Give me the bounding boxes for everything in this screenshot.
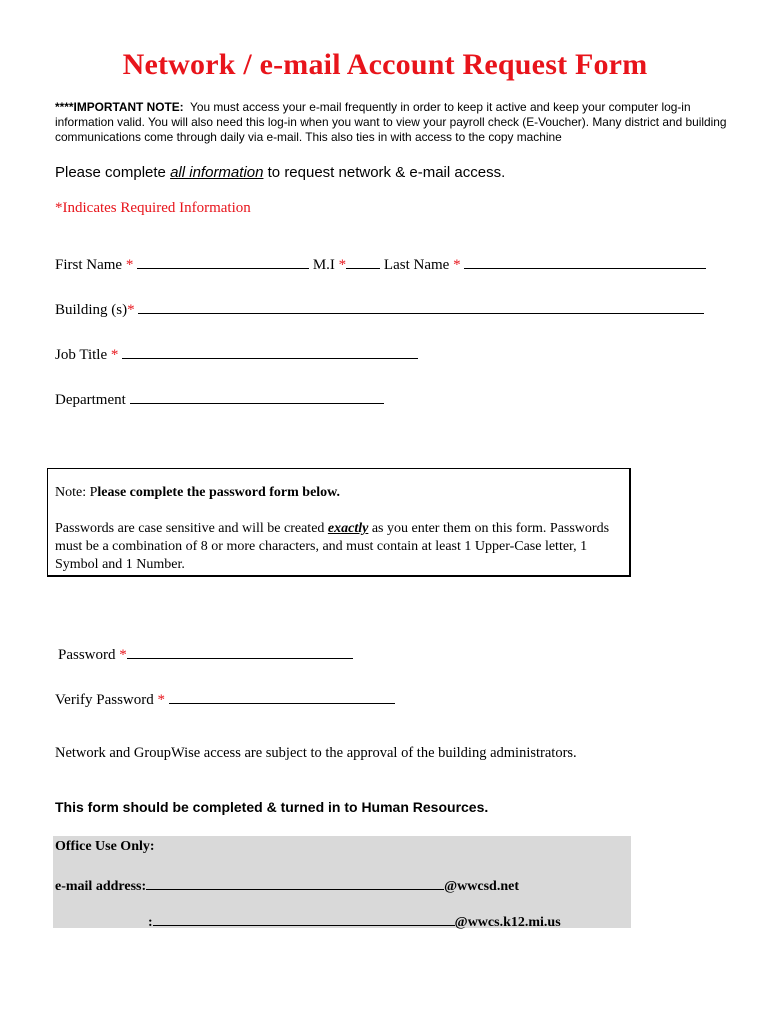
mi-field[interactable] — [346, 254, 380, 269]
department-row — [55, 389, 384, 409]
required-note: *Indicates Required Information — [55, 200, 251, 216]
instructions-emphasis: all information — [170, 164, 264, 181]
password-rules-emphasis: exactly — [327, 521, 369, 536]
job-title-label: Job Title — [55, 347, 108, 363]
office-email-row-2 — [148, 911, 561, 931]
building-field[interactable] — [138, 299, 704, 314]
last-name-field[interactable] — [464, 254, 706, 269]
office-email-row-1 — [55, 875, 519, 895]
office-use-heading: Office Use Only: — [55, 839, 155, 854]
office-email-field-2[interactable] — [153, 911, 455, 926]
first-name-required: * — [125, 257, 134, 273]
mi-label: M.I — [312, 257, 335, 273]
verify-password-label: Verify Password — [55, 692, 154, 708]
building-required: * — [127, 302, 135, 318]
office-email-field-1[interactable] — [146, 875, 444, 890]
password-note-heading — [55, 485, 340, 501]
last-name-required: * — [453, 257, 461, 273]
department-field[interactable] — [130, 389, 384, 404]
department-label: Department — [55, 392, 126, 408]
password-rules — [55, 520, 630, 574]
building-row — [55, 299, 704, 319]
password-field[interactable] — [127, 644, 353, 659]
hr-instruction: This form should be completed & turned in to Human Resources. — [55, 799, 489, 815]
important-note-label: ****IMPORTANT NOTE: — [55, 100, 184, 114]
password-row — [58, 644, 353, 664]
first-name-label: First Name — [55, 257, 123, 273]
mi-required: * — [338, 257, 347, 273]
verify-password-field[interactable] — [169, 689, 395, 704]
instructions — [55, 164, 505, 181]
building-label: Building (s) — [55, 302, 128, 318]
job-title-field[interactable] — [122, 344, 418, 359]
password-label: Password — [58, 647, 116, 663]
office-email-label: e-mail address: — [55, 879, 147, 894]
instructions-after: to request network & e-mail access. — [263, 164, 506, 181]
office-domain-2: @wwcs.k12.mi.us — [454, 915, 561, 930]
password-rules-after: as you enter them on this form. Passwords must be a combination of 8 or more characters, and must contain at least 1 Upper-Case letter, 1 Symbol and 1 Number. — [55, 521, 610, 572]
job-title-row — [55, 344, 418, 364]
last-name-label: Last Name — [383, 257, 450, 273]
instructions-before: Please complete — [55, 164, 171, 181]
password-note-bold: lease complete the password form below. — [97, 485, 341, 500]
important-note-text: You must access your e-mail frequently in order to keep it active and keep your computer log-in information valid. You will also need this log-in when you want to view your payroll check (E-Voucher). Many district and building communications come through daily via e-mail. This also ties in with access to the copy machine — [55, 100, 727, 144]
office-colon: : — [148, 915, 153, 930]
approval-text: Network and GroupWise access are subject to the approval of the building administrators. — [55, 745, 577, 761]
form-title: Network / e-mail Account Request Form — [122, 48, 648, 81]
name-row — [55, 254, 706, 274]
job-title-required: * — [110, 347, 119, 363]
first-name-field[interactable] — [137, 254, 309, 269]
important-note — [55, 100, 735, 145]
office-domain-1: @wwcsd.net — [444, 879, 519, 894]
verify-password-required: * — [157, 692, 165, 708]
password-note-prefix: Note: P — [55, 485, 98, 500]
verify-password-row — [55, 689, 395, 709]
password-required: * — [119, 647, 127, 663]
password-rules-before: Passwords are case sensitive and will be created — [55, 521, 328, 536]
